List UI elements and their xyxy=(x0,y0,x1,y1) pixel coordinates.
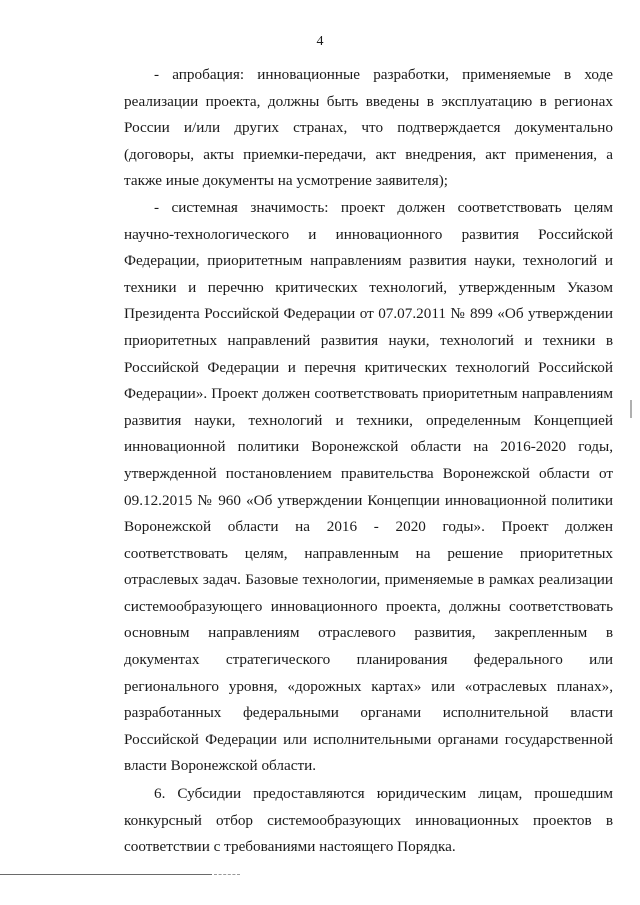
scan-edge-mark xyxy=(630,400,632,418)
paragraph-system-significance: - системная значимость: проект должен соответствовать целям научно-технологического и инновационного развития Российской Федерации, приоритетным направлениям развития науки, технологий и техники и перечню критических технологий, утвержденным Указом Президента Российской Федерации от 07.07.2011 № 899 «Об утверждении приоритетных направлений развития науки, технологий и техники в Российской Федерации и перечня критических технологий Российской Федерации». Проект должен соответствовать приоритетным направлениям развития науки, технологий и техники, определенным Концепцией инновационной политики Воронежской области на 2016-2020 годы, утвержденной постановлением правительства Воронежской области от 09.12.2015 № 960 «Об утверждении Концепции инновационной политики Воронежской области на 2016 - 2020 годы». Проект должен соответствовать целям, направленным на решение приоритетных отраслевых задач. Базовые технологии, применяемые в рамках реализации системообразующего инновационного проекта, должны соответствовать основным направлениям отраслевого развития, закрепленным в документах стратегического планирования федерального или регионального уровня, «дорожных картах» или «отраслевых планах», разработанных федеральными органами исполнительной власти Российской Федерации или исполнительными органами государственной власти Воронежской области. xyxy=(124,198,613,775)
footer-rule-dash xyxy=(214,874,240,875)
paragraph-subsidies: 6. Субсидии предоставляются юридическим лицам, прошедшим конкурсный отбор системообразующих инновационных проектов в соответствии с требованиями настоящего Порядка. xyxy=(124,785,613,856)
document-body xyxy=(124,62,613,861)
paragraph-approbation: - апробация: инновационные разработки, применяемые в ходе реализации проекта, должны быть введены в эксплуатацию в регионах России и/или других странах, что подтверждается документально (договоры, акты приемки-передачи, акт внедрения, акт применения, а также иные документы на усмотрение заявителя); xyxy=(124,66,613,190)
page-number: 4 xyxy=(316,34,324,49)
footer-rule xyxy=(0,874,212,875)
